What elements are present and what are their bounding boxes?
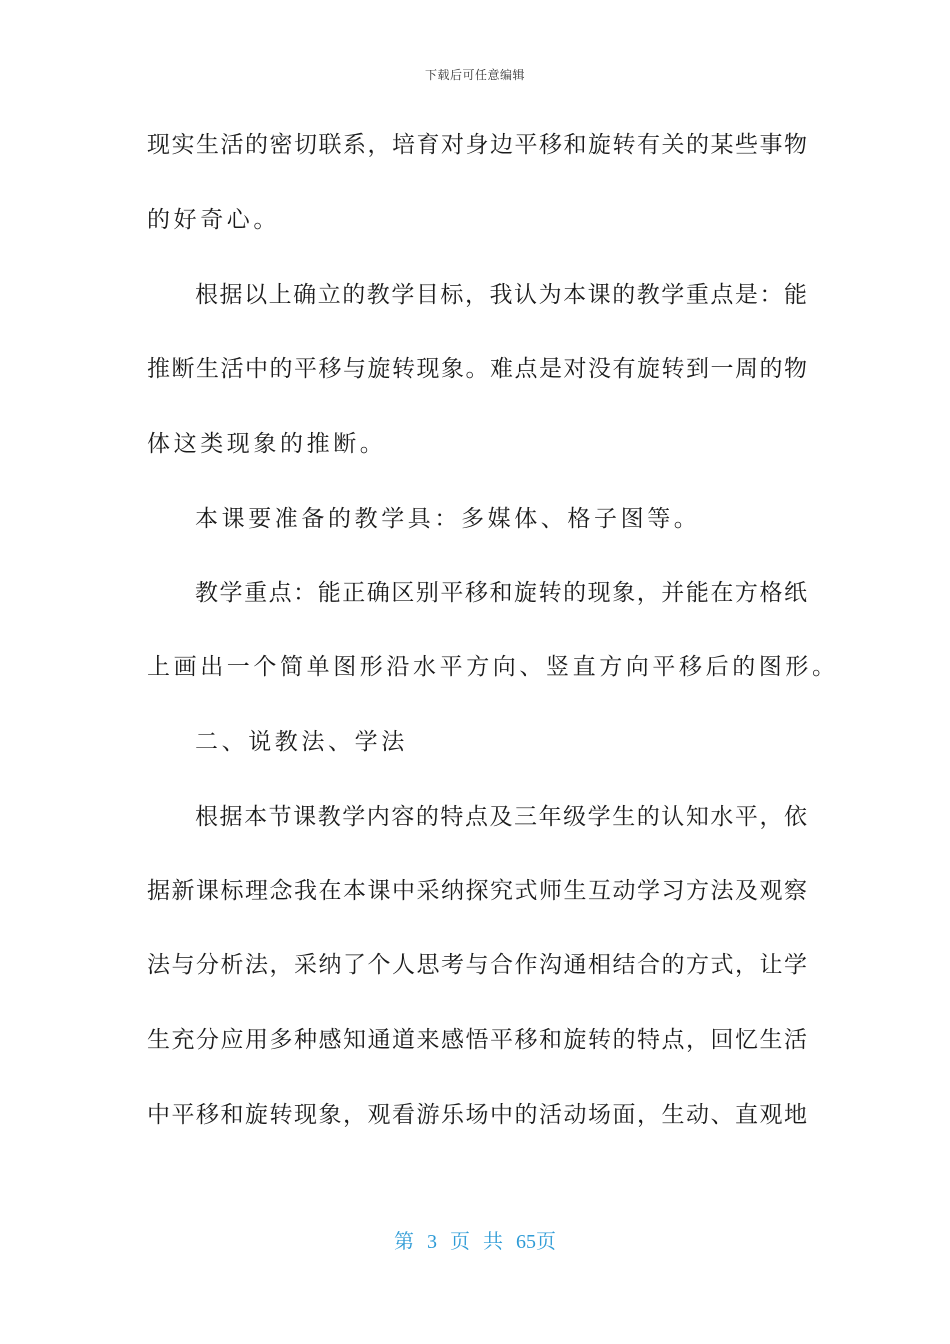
paragraph-line: 生充分应用多种感知通道来感悟平移和旋转的特点，回忆生活	[147, 1027, 807, 1053]
paragraph-line: 推断生活中的平移与旋转现象。难点是对没有旋转到一周的物	[147, 356, 807, 382]
paragraph-line: 根据本节课教学内容的特点及三年级学生的认知水平，依	[195, 804, 807, 830]
paragraph-line: 教学重点：能正确区别平移和旋转的现象，并能在方格纸	[195, 580, 807, 606]
paragraph-line: 中平移和旋转现象，观看游乐场中的活动场面，生动、直观地	[147, 1102, 807, 1128]
footer-gong: 共	[483, 1231, 503, 1253]
page-footer	[0, 1225, 950, 1254]
paragraph-line: 据新课标理念我在本课中采纳探究式师生互动学习方法及观察	[147, 878, 807, 904]
header-note: 下载后可任意编辑	[424, 68, 525, 82]
paragraph-line: 本课要准备的教学具：多媒体、格子图等。	[195, 506, 701, 532]
section-heading: 二、说教法、学法	[195, 729, 408, 755]
footer-ye: 页	[450, 1231, 470, 1253]
paragraph-line: 法与分析法，采纳了个人思考与合作沟通相结合的方式，让学	[147, 952, 807, 978]
footer-di: 第	[394, 1231, 414, 1253]
paragraph-line: 根据以上确立的教学目标，我认为本课的教学重点是：能	[195, 282, 807, 308]
paragraph-line: 体这类现象的推断。	[147, 431, 387, 457]
paragraph-line: 现实生活的密切联系，培育对身边平移和旋转有关的某些事物	[147, 132, 807, 158]
paragraph-line: 上画出一个简单图形沿水平方向、竖直方向平移后的图形。	[147, 654, 839, 680]
footer-page-number: 3	[427, 1231, 437, 1253]
paragraph-line: 的好奇心。	[147, 207, 280, 233]
footer-total-pages: 65页	[516, 1231, 556, 1253]
